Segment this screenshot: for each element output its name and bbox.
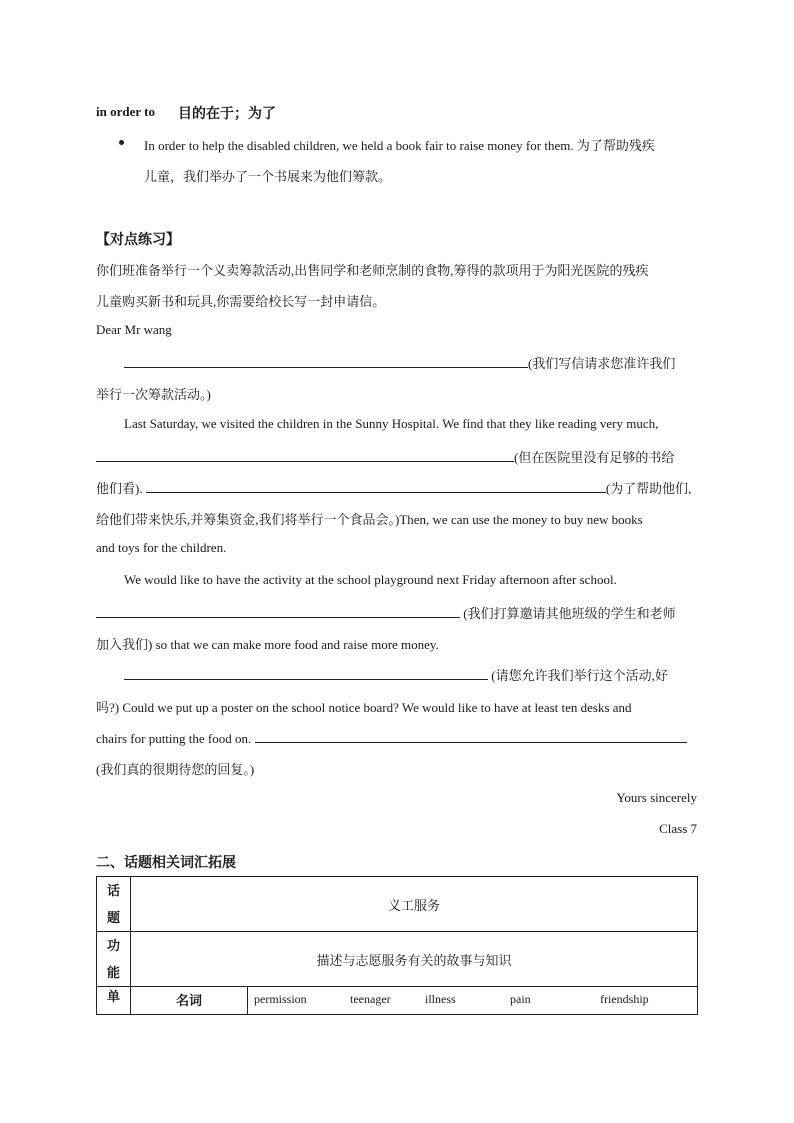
row-label: 话 题 bbox=[97, 877, 131, 932]
letter-line-4 bbox=[96, 447, 674, 466]
answer-blank-3[interactable] bbox=[146, 478, 606, 493]
salutation: Dear Mr wang bbox=[96, 322, 172, 337]
row-label: 单 bbox=[97, 987, 131, 1015]
bullet-icon bbox=[119, 140, 124, 145]
word-item: illness bbox=[425, 992, 456, 1006]
exercise-heading: 【对点练习】 bbox=[96, 232, 180, 248]
prompt-line-1: 你们班准备举行一个义卖筹款活动,出售同学和老师烹制的食物,筹得的款项用于为阳光医院的残疾 bbox=[96, 263, 649, 278]
answer-blank-5[interactable] bbox=[124, 665, 488, 680]
word-list bbox=[248, 987, 698, 1015]
letter-line-6: 给他们带来快乐,并筹集资金,我们将举行一个食品会。)Then, we can use the money to buy new books bbox=[96, 512, 643, 527]
hint-5: (请您允许我们举行这个活动,好 bbox=[491, 668, 668, 683]
letter-line-2: 举行一次筹款活动。) bbox=[96, 387, 211, 402]
table-row bbox=[97, 932, 698, 987]
letter-line-13 bbox=[96, 728, 687, 747]
letter-line-9 bbox=[96, 603, 676, 622]
letter-line-11 bbox=[124, 665, 668, 684]
topic-value: 义工服务 bbox=[131, 877, 698, 932]
category-label: 名词 bbox=[131, 987, 248, 1015]
word-item: friendship bbox=[600, 992, 649, 1006]
word-item: permission bbox=[254, 992, 307, 1006]
letter-line-12: 吗?) Could we put up a poster on the school notice board? We would like to have at least ten desks and bbox=[96, 700, 632, 715]
letter-line-7: and toys for the children. bbox=[96, 540, 227, 555]
word-item: pain bbox=[510, 992, 531, 1006]
table-row bbox=[97, 987, 698, 1015]
vocab-table bbox=[96, 876, 698, 1015]
letter-line-8: We would like to have the activity at the school playground next Friday afternoon after school. bbox=[124, 572, 617, 587]
letter-line-3: Last Saturday, we visited the children in the Sunny Hospital. We find that they like reading very much, bbox=[124, 416, 659, 431]
hint-4: (我们打算邀请其他班级的学生和老师 bbox=[463, 606, 676, 621]
answer-blank-2[interactable] bbox=[96, 447, 514, 462]
letter-line-14: (我们真的很期待您的回复。) bbox=[96, 762, 255, 777]
phrase-meaning: 目的在于；为了 bbox=[178, 106, 276, 122]
prompt-line-2: 儿童购买新书和玩具,你需要给校长写一封申请信。 bbox=[96, 294, 386, 309]
table-row bbox=[97, 877, 698, 932]
hint-1: (我们写信请求您准许我们 bbox=[528, 356, 676, 371]
letter-line-5 bbox=[96, 478, 691, 497]
hint-3: (为了帮助他们, bbox=[605, 481, 692, 496]
word-item: teenager bbox=[350, 992, 391, 1006]
letter-line-10: 加入我们) so that we can make more food and raise more money. bbox=[96, 637, 439, 652]
section2-title: 二、话题相关词汇拓展 bbox=[96, 855, 236, 871]
letter-line-1 bbox=[124, 353, 675, 372]
example-line-1: In order to help the disabled children, we held a book fair to raise money for them. 为了帮助残疾 bbox=[144, 138, 655, 153]
row-label: 功 能 bbox=[97, 932, 131, 987]
answer-blank-4[interactable] bbox=[96, 603, 460, 618]
hint-2: (但在医院里没有足够的书给 bbox=[514, 450, 675, 465]
line5-start: 他们看). bbox=[96, 481, 143, 496]
signature: Class 7 bbox=[659, 821, 697, 836]
function-value: 描述与志愿服务有关的故事与知识 bbox=[131, 932, 698, 987]
closing: Yours sincerely bbox=[616, 790, 697, 805]
phrase-term: in order to bbox=[96, 104, 155, 119]
answer-blank-6[interactable] bbox=[255, 728, 687, 743]
line13-start: chairs for putting the food on. bbox=[96, 731, 252, 746]
example-line-2: 儿童，我们举办了一个书展来为他们筹款。 bbox=[144, 169, 392, 184]
answer-blank-1[interactable] bbox=[124, 353, 528, 368]
